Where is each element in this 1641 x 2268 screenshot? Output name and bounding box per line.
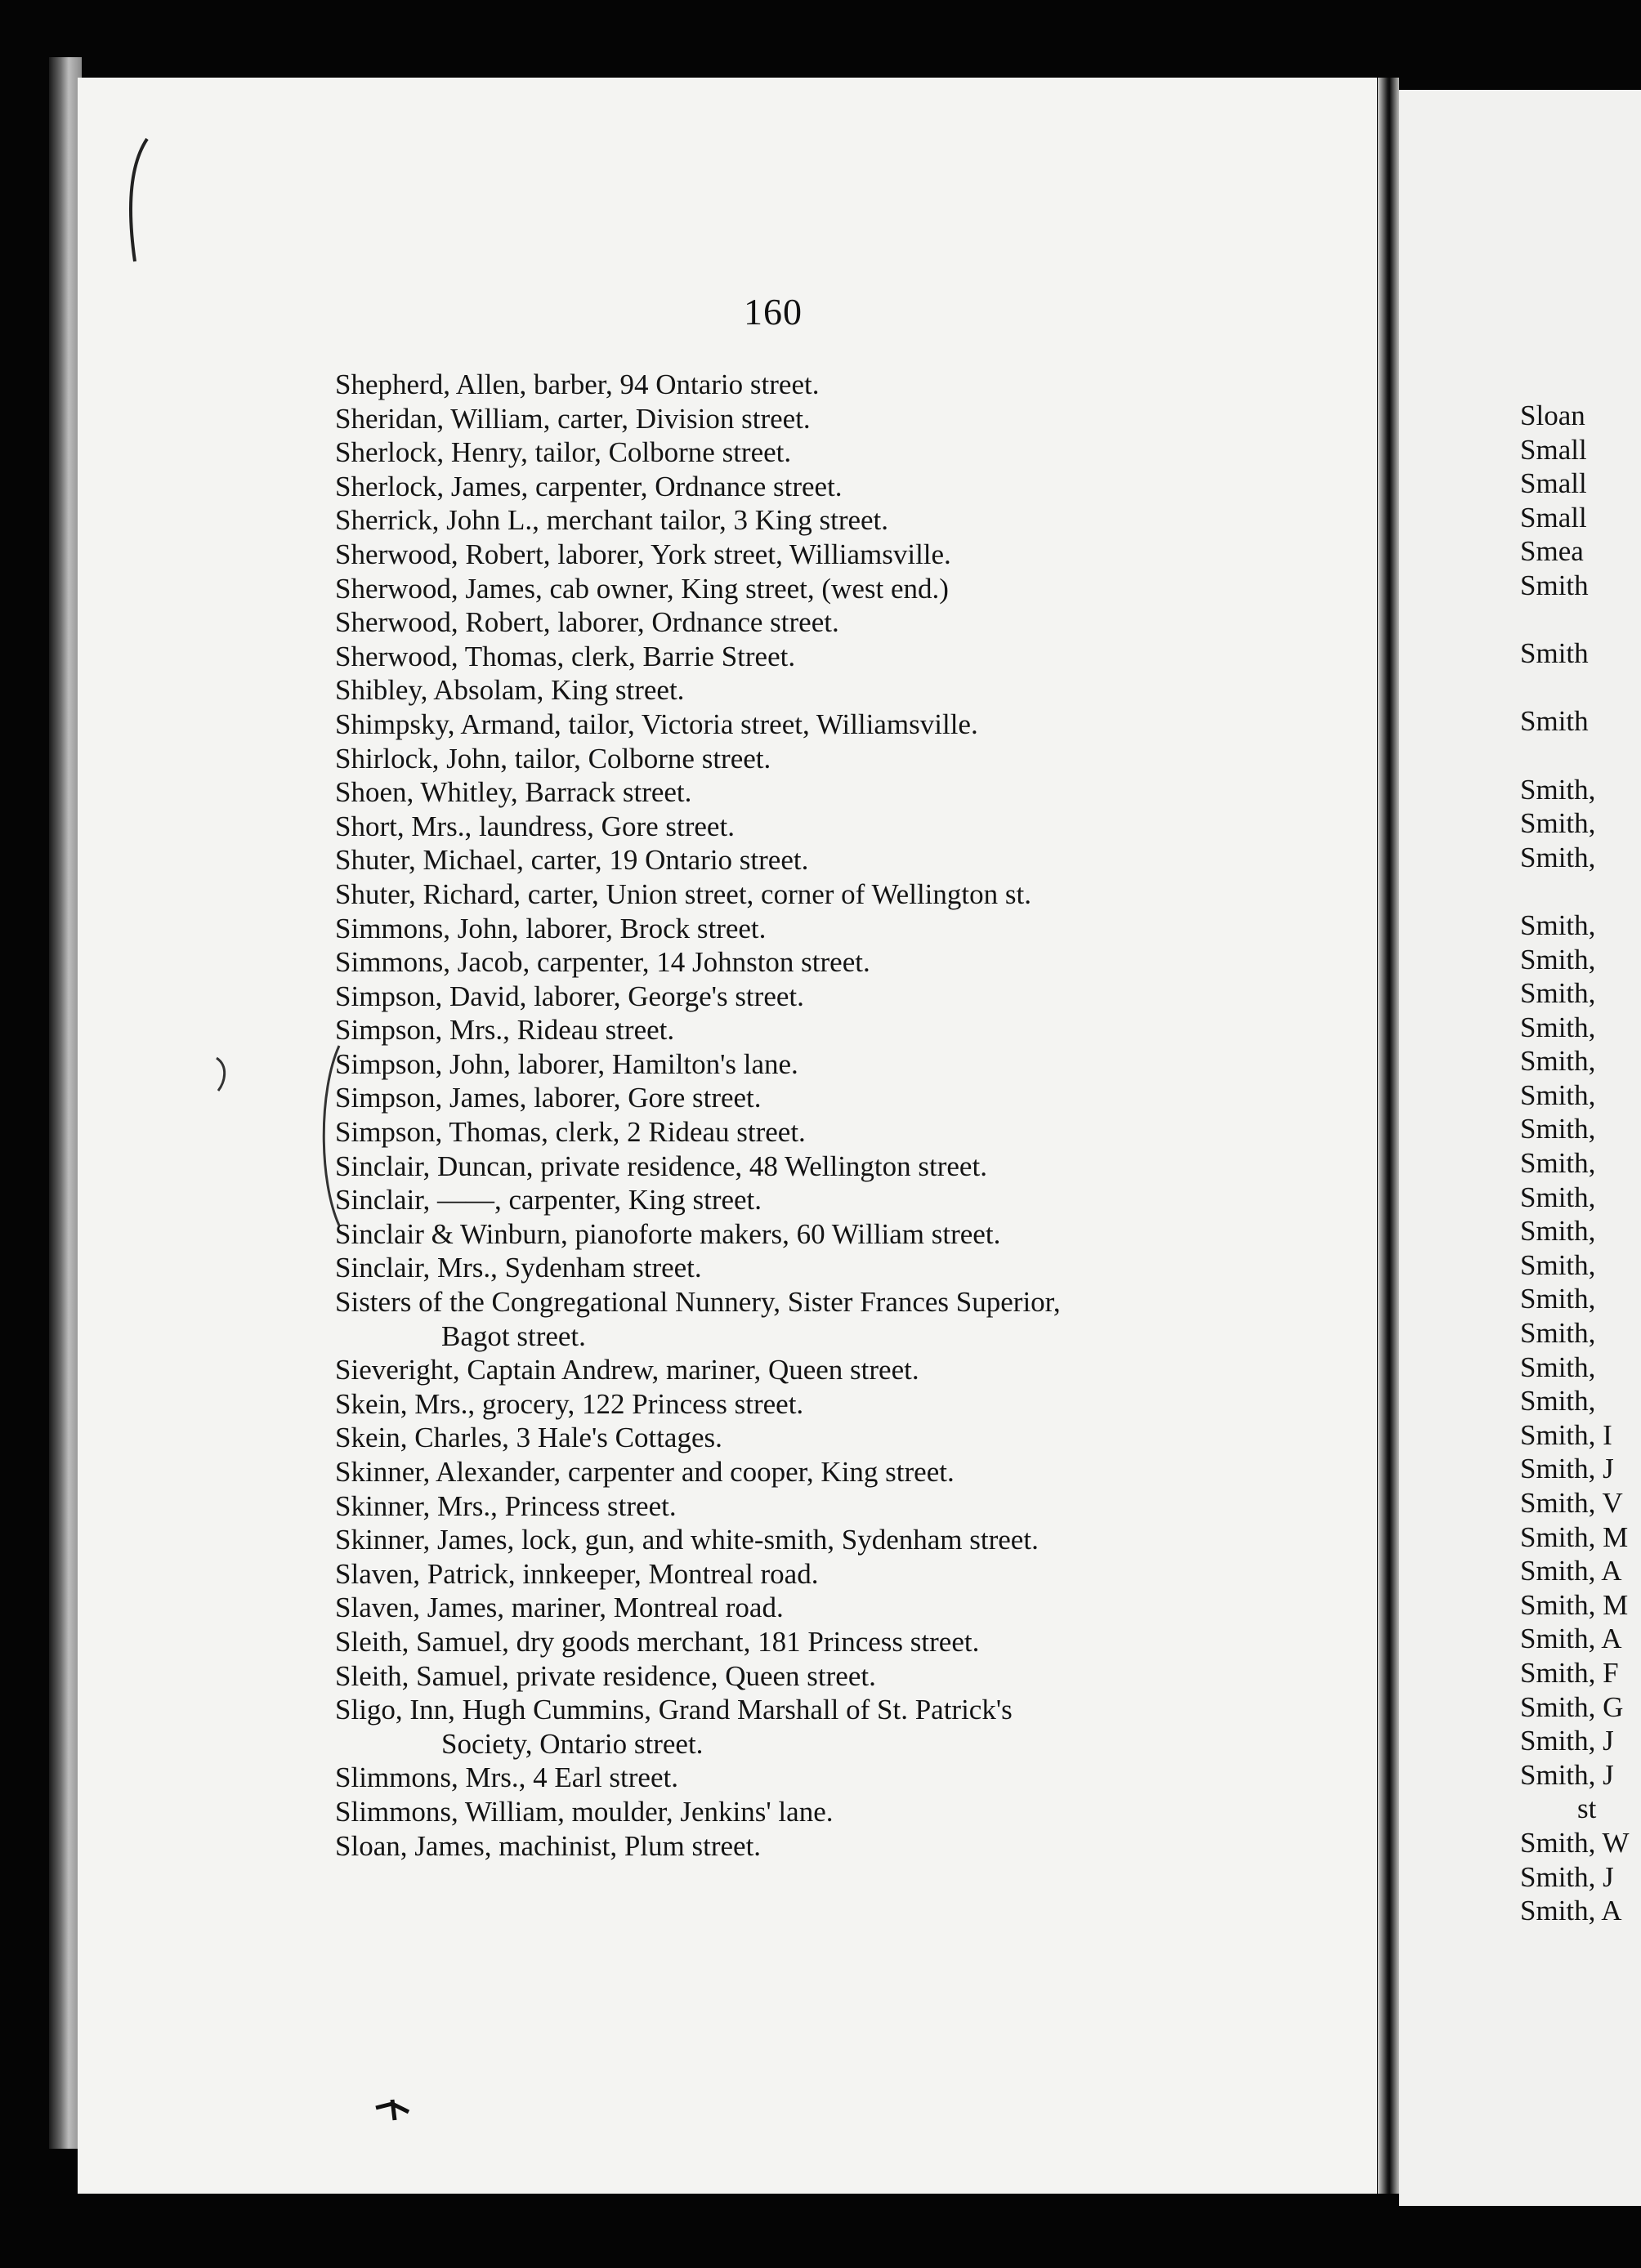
right-entry-fragment: Smea [1520, 535, 1584, 568]
right-entry-fragment: Smith, [1520, 977, 1596, 1010]
right-entry-fragment: Smith, [1520, 841, 1596, 873]
right-entry-fragment: Smith, [1520, 1215, 1596, 1248]
page-number: 160 [744, 291, 803, 333]
right-entry-fragment: Smith, [1520, 1385, 1596, 1418]
directory-entry: Simmons, Jacob, carpenter, 14 Johnston street. [335, 946, 870, 979]
margin-hook-mark [208, 1054, 233, 1095]
directory-entry: Slimmons, William, moulder, Jenkins' lane. [335, 1795, 834, 1828]
right-entry-fragment: Smith, [1520, 1351, 1596, 1383]
directory-entry: Sherwood, Robert, laborer, York street, Williamsville. [335, 538, 951, 570]
directory-entry: Sinclair, Mrs., Sydenham street. [335, 1252, 702, 1284]
right-entry-fragment: Smith, A [1520, 1623, 1622, 1655]
right-entry-fragment: Smith, M [1520, 1588, 1629, 1621]
right-entry-fragment: Smith, A [1520, 1895, 1622, 1927]
right-entry-fragment: Smith, [1520, 909, 1596, 941]
directory-entry: Sherlock, James, carpenter, Ordnance street. [335, 470, 843, 502]
directory-entry-continuation: Society, Ontario street. [441, 1727, 704, 1760]
directory-entry: Shimpsky, Armand, tailor, Victoria street, Williamsville. [335, 708, 978, 740]
right-entry-fragment: Smith, [1520, 1078, 1596, 1111]
right-entry-fragment: Smith, J [1520, 1725, 1614, 1757]
right-entry-fragment: Smith, F [1520, 1656, 1619, 1689]
right-page-entries [1520, 399, 1630, 1928]
right-entry-fragment: Smith, J [1520, 1453, 1614, 1485]
directory-entry: Shuter, Richard, carter, Union street, corner of Wellington st. [335, 877, 1031, 910]
right-entry-fragment: Smith, J [1520, 1758, 1614, 1791]
right-entry-fragment: Smith, [1520, 1181, 1596, 1213]
directory-entry: Simpson, John, laborer, Hamilton's lane. [335, 1047, 798, 1080]
book-binding [49, 57, 82, 2149]
page-gutter [1378, 78, 1399, 2194]
directory-entry-continuation: Bagot street. [441, 1319, 586, 1352]
right-entry-fragment: Smith [1520, 569, 1589, 601]
directory-entry: Sinclair & Winburn, pianoforte makers, 60 William street. [335, 1217, 1001, 1250]
directory-entry: Sherrick, John L., merchant tailor, 3 King street. [335, 504, 889, 537]
right-entry-fragment: st [1577, 1793, 1597, 1825]
directory-entry: Slimmons, Mrs., 4 Earl street. [335, 1761, 678, 1794]
right-entry-fragment: Smith, A [1520, 1555, 1622, 1587]
directory-entry: Skein, Charles, 3 Hale's Cottages. [335, 1422, 722, 1454]
directory-entry: Sisters of the Congregational Nunnery, Sister Frances Superior, [335, 1286, 1061, 1319]
right-entry-fragment: Smith, [1520, 1248, 1596, 1281]
directory-entry: Sinclair, ——, carpenter, King street. [335, 1184, 762, 1217]
right-entry-fragment [1520, 739, 1630, 773]
directory-entry: Short, Mrs., laundress, Gore street. [335, 810, 735, 842]
directory-entry: Skinner, Alexander, carpenter and cooper, King street. [335, 1456, 955, 1488]
right-entry-fragment: Smith, V [1520, 1487, 1623, 1519]
right-entry-fragment: Smith, [1520, 1147, 1596, 1180]
right-entry-fragment [1520, 603, 1630, 637]
right-entry-fragment: Sloan [1520, 400, 1585, 431]
directory-entry: Shirlock, John, tailor, Colborne street. [335, 742, 771, 775]
directory-entry: Skinner, James, lock, gun, and white-smith, Sydenham street. [335, 1524, 1039, 1556]
directory-entry: Sleith, Samuel, private residence, Queen street. [335, 1659, 876, 1692]
margin-bracket-mark [114, 131, 163, 278]
right-entry-fragment: Small [1520, 501, 1587, 534]
right-entry-fragment: Small [1520, 433, 1587, 466]
right-entry-fragment: Smith, [1520, 1113, 1596, 1145]
directory-entry: Sinclair, Duncan, private residence, 48 Wellington street. [335, 1150, 987, 1182]
right-entry-fragment: Small [1520, 467, 1587, 500]
margin-smudge-mark [372, 2092, 413, 2124]
directory-entry: Slaven, Patrick, innkeeper, Montreal road. [335, 1557, 819, 1590]
right-entry-fragment: Smith, [1520, 773, 1596, 806]
directory-entry: Sherwood, Thomas, clerk, Barrie Street. [335, 640, 796, 672]
directory-entry: Sherwood, James, cab owner, King street, (west end.) [335, 572, 949, 605]
directory-entry: Shibley, Absolam, King street. [335, 674, 685, 707]
right-entry-fragment [1520, 671, 1630, 705]
directory-entry: Sheridan, William, carter, Division street. [335, 402, 811, 435]
right-entry-fragment: Smith, G [1520, 1690, 1624, 1723]
right-entry-fragment: Smith, [1520, 943, 1596, 976]
right-entry-fragment: Smith, [1520, 1011, 1596, 1043]
right-entry-fragment: Smith [1520, 705, 1589, 738]
right-entry-fragment: Smith, [1520, 1283, 1596, 1315]
directory-entry: Shoen, Whitley, Barrack street. [335, 776, 692, 809]
right-entry-fragment [1520, 874, 1630, 909]
right-entry-fragment: Smith, J [1520, 1860, 1614, 1893]
directory-entry: Sieveright, Captain Andrew, mariner, Queen street. [335, 1354, 919, 1386]
directory-entry: Simpson, James, laborer, Gore street. [335, 1082, 762, 1114]
directory-entry: Sherwood, Robert, laborer, Ordnance street. [335, 606, 839, 639]
directory-entry: Sherlock, Henry, tailor, Colborne street. [335, 436, 792, 469]
right-entry-fragment: Smith [1520, 637, 1589, 670]
directory-entry: Shepherd, Allen, barber, 94 Ontario street. [335, 368, 820, 400]
right-entry-fragment: Smith, W [1520, 1826, 1630, 1859]
directory-entry: Shuter, Michael, carter, 19 Ontario street. [335, 844, 809, 877]
directory-entry: Slaven, James, mariner, Montreal road. [335, 1592, 784, 1624]
directory-entry: Sligo, Inn, Hugh Cummins, Grand Marshall of St. Patrick's [335, 1694, 1013, 1726]
right-entry-fragment: Smith, I [1520, 1418, 1612, 1451]
right-entry-fragment: Smith, [1520, 1045, 1596, 1078]
directory-entry: Simpson, David, laborer, George's street. [335, 980, 804, 1012]
directory-entry: Sleith, Samuel, dry goods merchant, 181 Princess street. [335, 1625, 980, 1658]
directory-entry: Simpson, Mrs., Rideau street. [335, 1014, 675, 1047]
directory-entry: Sloan, James, machinist, Plum street. [335, 1829, 762, 1862]
directory-entry: Skinner, Mrs., Princess street. [335, 1489, 677, 1522]
directory-entry: Skein, Mrs., grocery, 122 Princess street. [335, 1387, 804, 1420]
directory-entry: Simmons, John, laborer, Brock street. [335, 912, 767, 944]
directory-entry: Simpson, Thomas, clerk, 2 Rideau street. [335, 1116, 806, 1149]
right-entry-fragment: Smith, [1520, 1317, 1596, 1350]
right-entry-fragment: Smith, [1520, 807, 1596, 840]
right-entry-fragment: Smith, M [1520, 1520, 1629, 1553]
directory-entries [335, 368, 1299, 1863]
